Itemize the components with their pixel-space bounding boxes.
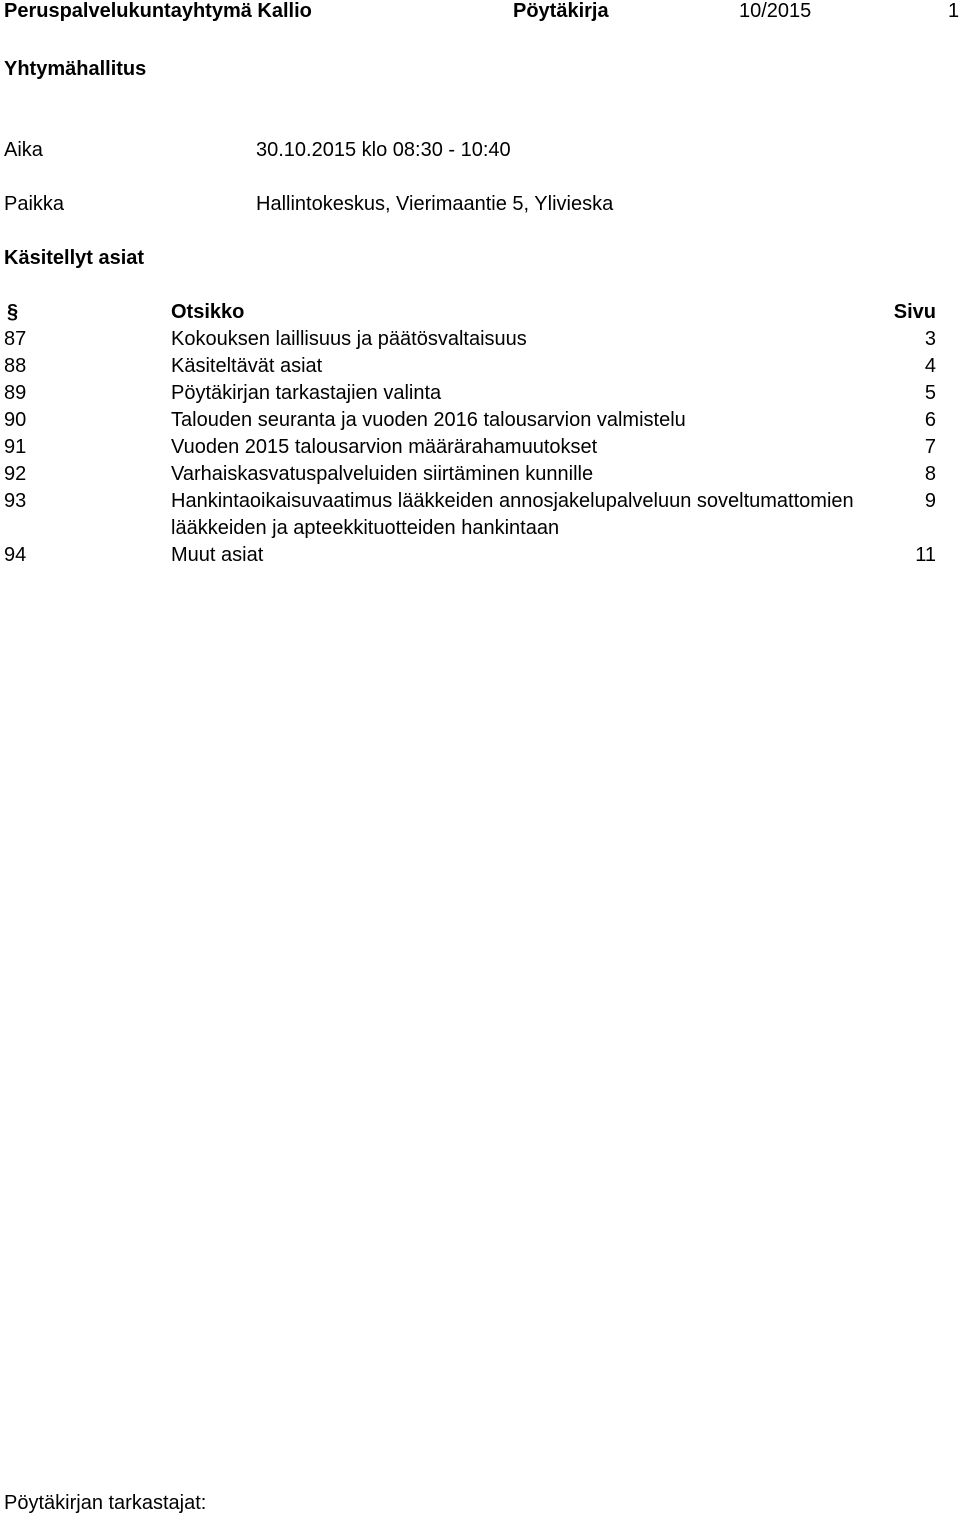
item-page: 4	[924, 355, 936, 377]
item-number: 93	[4, 490, 27, 512]
agenda-header-page: Sivu	[893, 301, 936, 323]
agenda-section-title: Käsitellyt asiat	[4, 247, 145, 269]
section-sign-icon: §	[7, 301, 19, 323]
item-page: 9	[924, 490, 936, 512]
document-number: 10/2015	[739, 0, 812, 22]
agenda-header-title: Otsikko	[171, 301, 245, 323]
item-page: 7	[924, 436, 936, 458]
item-page: 11	[915, 544, 936, 566]
item-title: Hankintaoikaisuvaatimus lääkkeiden annosjakelupalveluun soveltumattomien lääkkeiden ja apteekkituotteiden hankintaan	[171, 490, 854, 539]
item-page: 3	[924, 328, 936, 350]
item-number: 90	[4, 409, 27, 431]
agenda-row	[0, 488, 960, 542]
agenda-row	[0, 380, 960, 407]
item-title: Talouden seuranta ja vuoden 2016 talousarvion valmistelu	[171, 409, 686, 431]
time-label: Aika	[4, 139, 43, 161]
agenda-row	[0, 407, 960, 434]
item-page: 6	[924, 409, 936, 431]
item-number: 92	[4, 463, 27, 485]
agenda-row	[0, 434, 960, 461]
item-page: 8	[924, 463, 936, 485]
item-number: 88	[4, 355, 27, 377]
agenda-row	[0, 542, 960, 569]
agenda-header-row	[0, 299, 960, 326]
page-number: 1	[948, 0, 960, 22]
item-title: Pöytäkirjan tarkastajien valinta	[171, 382, 442, 404]
item-title: Kokouksen laillisuus ja päätösvaltaisuus	[171, 328, 527, 350]
agenda-row	[0, 461, 960, 488]
item-title: Varhaiskasvatuspalveluiden siirtäminen kunnille	[171, 463, 594, 485]
item-number: 89	[4, 382, 27, 404]
time-value: 30.10.2015 klo 08:30 - 10:40	[256, 139, 511, 161]
agenda-table	[0, 299, 960, 569]
item-number: 87	[4, 328, 27, 350]
item-title: Käsiteltävät asiat	[171, 355, 323, 377]
agenda-row	[0, 353, 960, 380]
document-type: Pöytäkirja	[513, 0, 609, 22]
reviewers-label: Pöytäkirjan tarkastajat:	[4, 1492, 207, 1514]
item-number: 91	[4, 436, 27, 458]
organization-name: Peruspalvelukuntayhtymä Kallio	[4, 0, 312, 22]
place-label: Paikka	[4, 193, 65, 215]
place-value: Hallintokeskus, Vierimaantie 5, Ylivieska	[256, 193, 614, 215]
item-title: Vuoden 2015 talousarvion määrärahamuutokset	[171, 436, 598, 458]
item-page: 5	[924, 382, 936, 404]
body-name: Yhtymähallitus	[4, 58, 147, 80]
item-number: 94	[4, 544, 27, 566]
item-title: Muut asiat	[171, 544, 264, 566]
agenda-row	[0, 326, 960, 353]
